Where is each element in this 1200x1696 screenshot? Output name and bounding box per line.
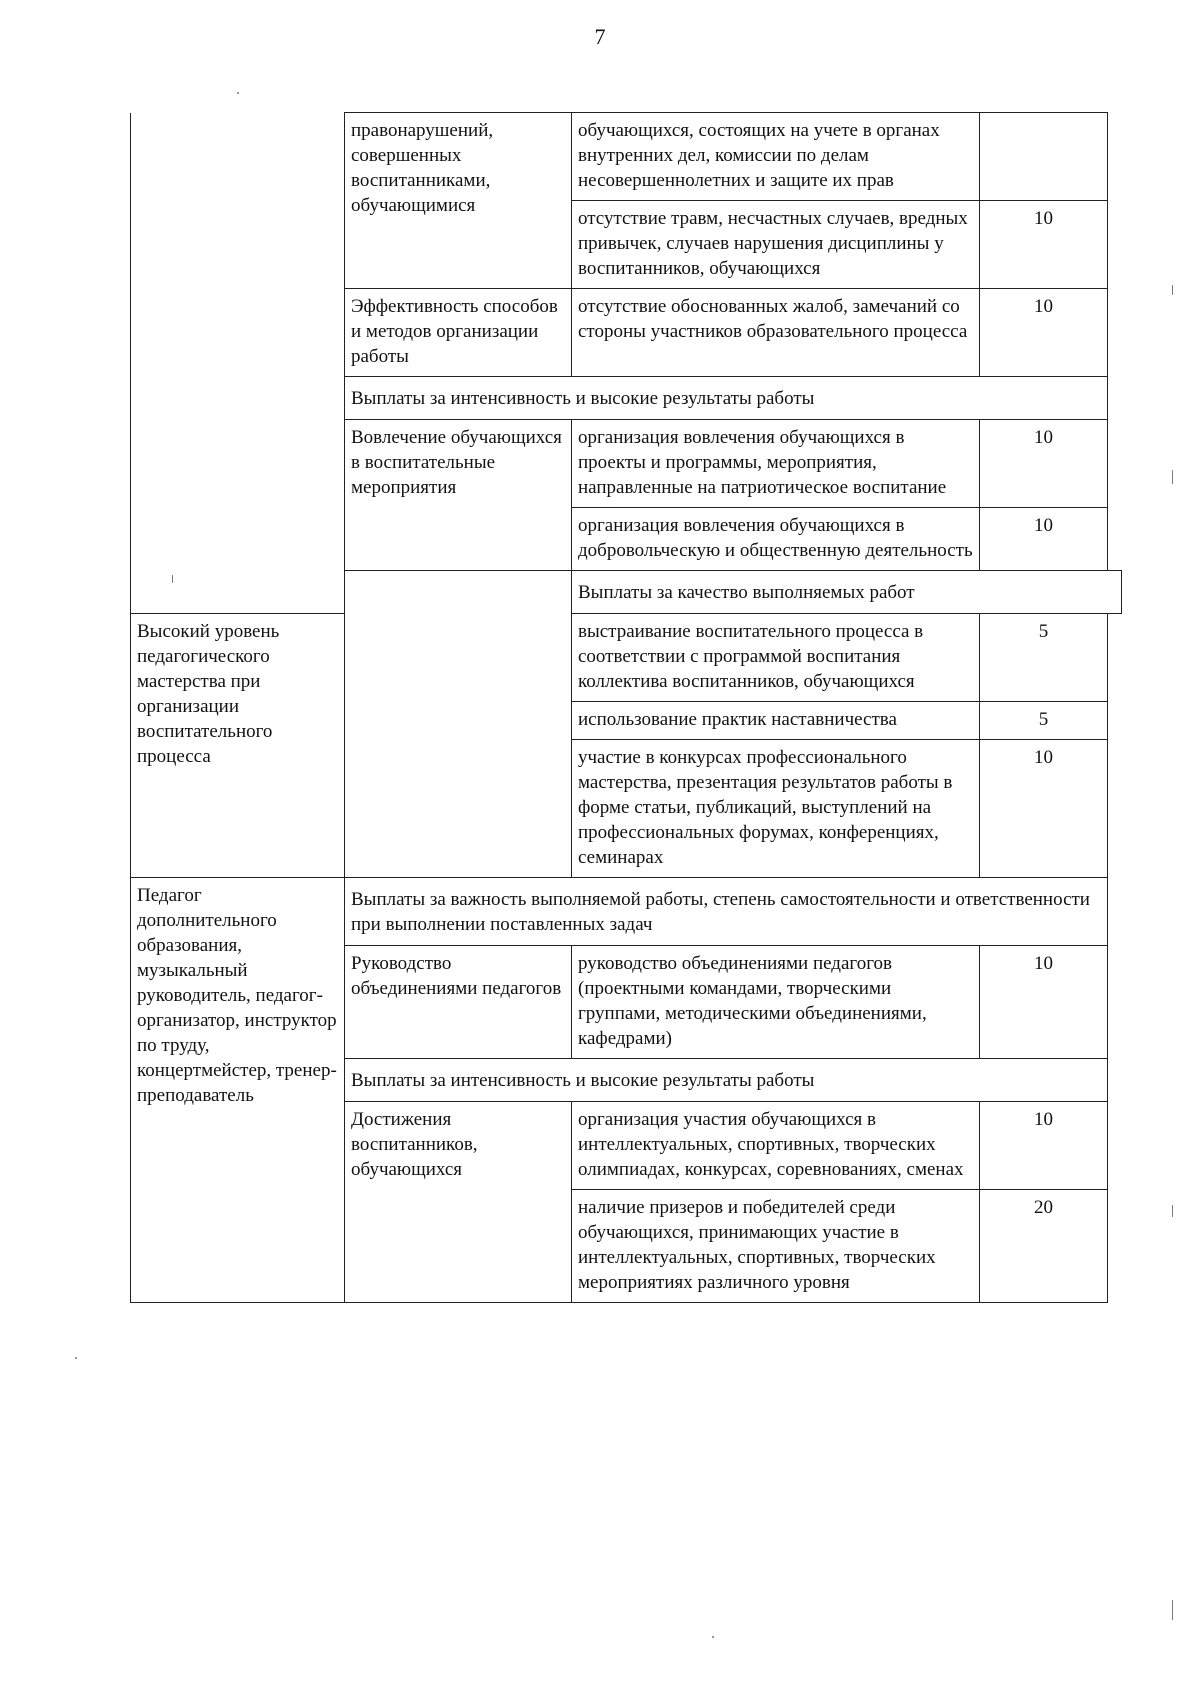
points-cell: 10 [980,289,1108,377]
criterion-cell: Эффективность способов и методов организации работы [345,289,572,377]
page-number: 7 [594,24,606,49]
section-row [131,878,1122,946]
criterion-cell: правонарушений, совершенных воспитанниками, обучающимися [345,113,572,289]
indicator-cell: организация вовлечения обучающихся в проекты и программы, мероприятия, направленные на патриотическое воспитание [572,420,980,508]
indicator-cell: руководство объединениями педагогов (проектными командами, творческими группами, методическими объединениями, кафедрами) [572,946,980,1059]
indicator-cell: организация участия обучающихся в интеллектуальных, спортивных, творческих олимпиадах, конкурсах, соревнованиях, сменах [572,1102,980,1190]
scan-speck [237,92,239,94]
section-heading: Выплаты за важность выполняемой работы, степень самостоятельности и ответственности при выполнении поставленных задач [345,878,1108,946]
criterion-cell: Высокий уровень педагогического мастерства при организации воспитательного процесса [131,614,345,878]
section-heading: Выплаты за качество выполняемых работ [572,571,1122,614]
points-cell: 10 [980,508,1108,571]
scan-speck [1172,1600,1173,1620]
points-cell [980,113,1108,201]
position-cell [131,113,345,614]
table-row [131,614,1122,702]
scan-speck [172,575,173,583]
criterion-cell: Руководство объединениями педагогов [345,946,572,1059]
indicator-cell: отсутствие травм, несчастных случаев, вредных привычек, случаев нарушения дисциплины у воспитанников, обучающихся [572,201,980,289]
position-cell: Педагог дополнительного образования, музыкальный руководитель, педагог-организатор, инструктор по труду, концертмейстер, тренер-преподаватель [131,878,345,1303]
indicator-cell: организация вовлечения обучающихся в добровольческую и общественную деятельность [572,508,980,571]
points-cell: 10 [980,1102,1108,1190]
points-cell: 10 [980,740,1108,878]
scan-speck [75,1357,77,1359]
indicator-cell: обучающихся, состоящих на учете в органах внутренних дел, комиссии по делам несовершеннолетних и защите их прав [572,113,980,201]
points-cell: 20 [980,1190,1108,1303]
criterion-cell: Достижения воспитанников, обучающихся [345,1102,572,1303]
indicator-cell: участие в конкурсах профессионального мастерства, презентация результатов работы в форме статьи, публикаций, выступлений на профессиональных форумах, конференциях, семинарах [572,740,980,878]
criterion-cell: Вовлечение обучающихся в воспитательные мероприятия [345,420,572,571]
points-cell: 10 [980,946,1108,1059]
section-heading: Выплаты за интенсивность и высокие результаты работы [345,1059,1108,1102]
scan-speck [1172,1205,1173,1217]
points-cell: 5 [980,702,1108,740]
scan-speck [1172,470,1173,484]
scan-speck [1172,285,1173,295]
points-cell: 10 [980,201,1108,289]
scan-speck [712,1636,714,1638]
indicator-cell: выстраивание воспитательного процесса в соответствии с программой воспитания коллектива воспитанников, обучающихся [572,614,980,702]
table-row [131,113,1122,201]
points-cell: 5 [980,614,1108,702]
payment-criteria-table [130,112,1122,1303]
position-cell [345,571,572,878]
indicator-cell: наличие призеров и победителей среди обучающихся, принимающих участие в интеллектуальных, спортивных, творческих мероприятиях различного уровня [572,1190,980,1303]
points-cell: 10 [980,420,1108,508]
indicator-cell: использование практик наставничества [572,702,980,740]
section-heading: Выплаты за интенсивность и высокие результаты работы [345,377,1108,420]
indicator-cell: отсутствие обоснованных жалоб, замечаний со стороны участников образовательного процесса [572,289,980,377]
